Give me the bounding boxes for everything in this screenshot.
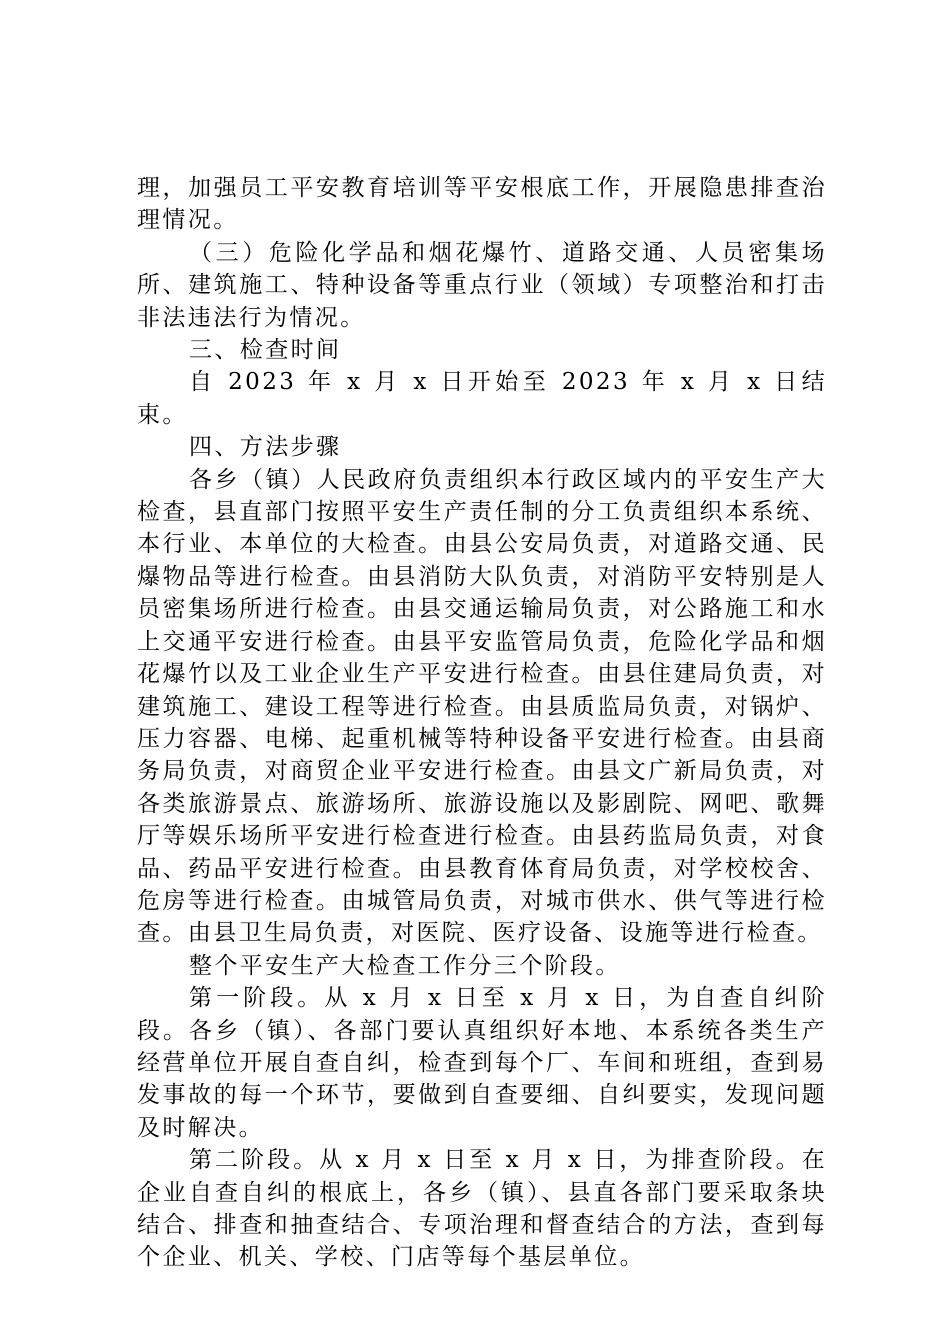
paragraph-three-stages: 整个平安生产大检查工作分三个阶段。	[189, 952, 621, 979]
document-body	[137, 172, 827, 1274]
section-heading-methods-steps: 四、方法步骤	[189, 434, 342, 461]
paragraph-continuation: 理，加强员工平安教育培训等平安根底工作，开展隐患排查治理情况。	[137, 175, 827, 234]
paragraph-stage-two: 第二阶段。从 x 月 x 日至 x 月 x 日，为排查阶段。在企业自查自纠的根底上，各乡（镇）、县直各部门要采取条块结合、排查和抽查结合、专项治理和督查结合的方法，查到每个企业、机关、学校、门店等每个基层单位。	[137, 1147, 827, 1271]
paragraph-stage-one: 第一阶段。从 x 月 x 日至 x 月 x 日，为自查自纠阶段。各乡（镇）、各部门要认真组织好本地、本系统各类生产经营单位开展自查自纠，检查到每个厂、车间和班组，查到易发事故的每一个环节，要做到自查要细、自纠要实，发现问题及时解决。	[137, 985, 827, 1141]
paragraph-item-three: （三）危险化学品和烟花爆竹、道路交通、人员密集场所、建筑施工、特种设备等重点行业（领域）专项整治和打击非法违法行为情况。	[137, 239, 827, 331]
paragraph-responsibilities: 各乡（镇）人民政府负责组织本行政区域内的平安生产大检查，县直部门按照平安生产责任制的分工负责组织本系统、本行业、本单位的大检查。由县公安局负责，对道路交通、民爆物品等进行检查。由县消防大队负责，对消防平安特别是人员密集场所进行检查。由县交通运输局负责，对公路施工和水上交通平安进行检查。由县平安监管局负责，危险化学品和烟花爆竹以及工业企业生产平安进行检查。由县住建局负责，对建筑施工、建设工程等进行检查。由县质监局负责，对锅炉、压力容器、电梯、起重机械等特种设备平安进行检查。由县商务局负责，对商贸企业平安进行检查。由县文广新局负责，对各类旅游景点、旅游场所、旅游设施以及影剧院、网吧、歌舞厅等娱乐场所平安进行检查进行检查。由县药监局负责，对食品、药品平安进行检查。由县教育体育局负责，对学校校舍、危房等进行检查。由城管局负责，对城市供水、供气等进行检查。由县卫生局负责，对医院、医疗设备、设施等进行检查。	[137, 466, 827, 947]
paragraph-inspection-period: 自 2023 年 x 月 x 日开始至 2023 年 x 月 x 日结束。	[137, 369, 827, 428]
section-heading-inspection-time: 三、检查时间	[189, 337, 342, 364]
